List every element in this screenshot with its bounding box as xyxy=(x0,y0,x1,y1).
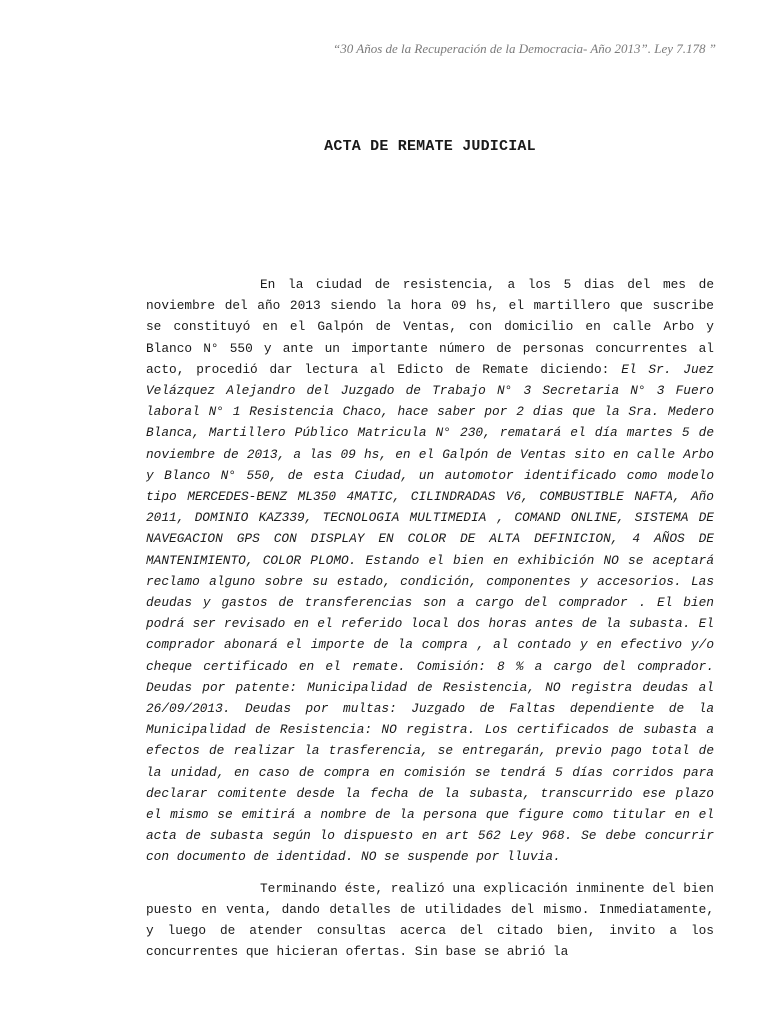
paragraph-intro-text: En la ciudad de resistencia, a los 5 dias del mes de noviembre del año 2013 siendo la hora 09 hs, el martillero que suscribe se constituyó en el Galpón de Ventas, con domicilio en calle Arbo y Blanco N° 550 y ante un importante número de personas concurrentes al acto, procedió dar lectura al Edicto de Remate diciendo: xyxy=(146,277,714,377)
header-commemoration: “30 Años de la Recuperación de la Democracia- Año 2013”. Ley 7.178 ” xyxy=(333,41,716,56)
paragraph-edict xyxy=(146,274,714,868)
paragraph-auction-opening: Terminando éste, realizó una explicación inminente del bien puesto en venta, dando detalles de utilidades del mismo. Inmediatamente, y luego de atender consultas acerca del citado bien, invito a los concurrentes que hicieran ofertas. Sin base se abrió la xyxy=(146,880,714,960)
document-body xyxy=(146,274,714,963)
edict-text: El Sr. Juez Velázquez Alejandro del Juzgado de Trabajo N° 3 Secretaria N° 3 Fuero laboral N° 1 Resistencia Chaco, hace saber por 2 dias que la Sra. Medero Blanca, Martillero Público Matricula N° 230, rematará el día martes 5 de noviembre de 2013, a las 09 hs, en el Galpón de Ventas sito en calle Arbo y Blanco N° 550, de esta Ciudad, un automotor identificado como modelo tipo MERCEDES-BENZ ML350 4MATIC, CILINDRADAS V6, COMBUSTIBLE NAFTA, Año 2011, DOMINIO KAZ339, TECNOLOGIA MULTIMEDIA , COMAND ONLINE, SISTEMA DE NAVEGACION GPS CON DISPLAY EN COLOR DE ALTA DEFINICION, 4 AÑOS DE MANTENIMIENTO, COLOR PLOMO. Estando el bien en exhibición NO se aceptará reclamo alguno sobre su estado, condición, componentes y accesorios. Las deudas y gastos de transferencias son a cargo del comprador . El bien podrá ser revisado en el referido local dos horas antes de la subasta. El comprador abonará el importe de la compra , al contado y en efectivo y/o cheque certificado en el remate. Comisión: 8 % a cargo del comprador. Deudas por patente: Municipalidad de Resistencia, NO registra deudas al 26/09/2013. Deudas por multas: Juzgado de Faltas dependiente de la Municipalidad de Resistencia: NO registra. Los certificados de subasta a efectos de realizar la trasferencia, se entregarán, previo pago total de la unidad, en caso de compra en comisión se tendrá 5 días corridos para declarar comitente desde la fecha de la subasta, transcurrido ese plazo el mismo se emitirá a nombre de la persona que figure como titular en el acta de subasta según lo dispuesto en art 562 Ley 968. Se debe concurrir con documento de identidad. NO se suspende por lluvia. xyxy=(146,361,714,865)
document-title: ACTA DE REMATE JUDICIAL xyxy=(324,138,536,155)
